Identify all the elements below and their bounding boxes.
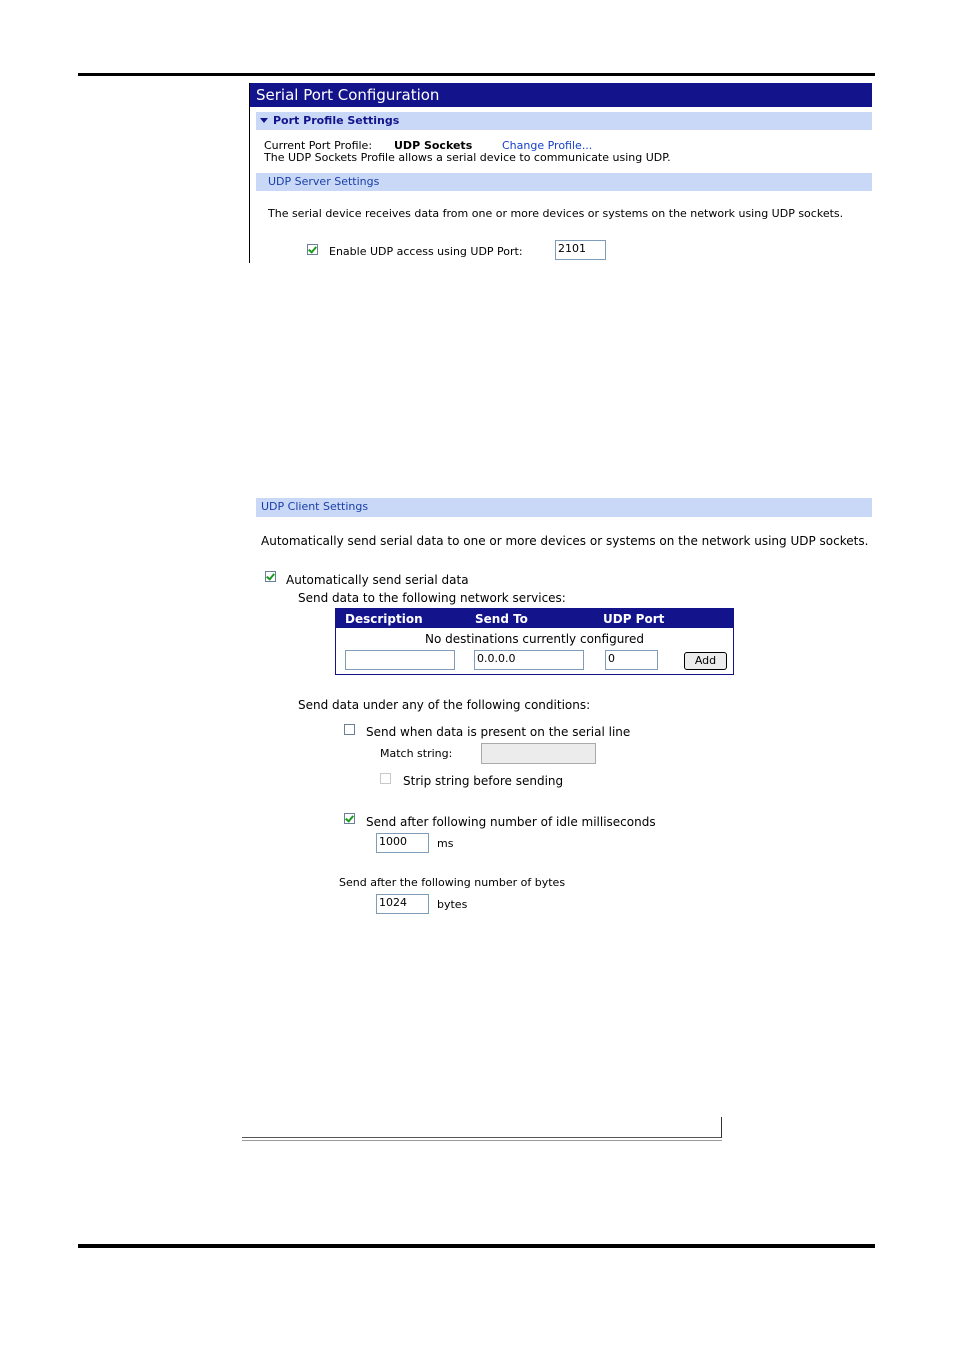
destinations-table: [335, 608, 734, 675]
idle-ms-checkbox[interactable]: [344, 813, 355, 824]
new-send-to-input[interactable]: 0.0.0.0: [474, 650, 584, 670]
footer-tick: [721, 1117, 722, 1138]
bottom-rule: [78, 1244, 875, 1248]
enable-udp-access-label: Enable UDP access using UDP Port:: [329, 245, 523, 258]
serial-line-checkbox[interactable]: [344, 724, 355, 735]
strip-string-label: Strip string before sending: [403, 774, 564, 788]
match-string-label: Match string:: [380, 747, 453, 760]
match-string-input[interactable]: [481, 743, 596, 764]
top-rule: [78, 73, 875, 76]
auto-send-checkbox[interactable]: [265, 571, 276, 582]
udp-server-port-input[interactable]: 2101: [555, 240, 606, 260]
auto-send-label: Automatically send serial data: [286, 573, 469, 587]
send-to-label: Send data to the following network services:: [298, 591, 566, 605]
bytes-input[interactable]: 1024: [376, 894, 429, 914]
conditions-label: Send data under any of the following conditions:: [298, 698, 591, 712]
window-title: Serial Port Configuration: [250, 83, 872, 107]
triangle-down-icon: [260, 118, 268, 123]
column-header-send-to: Send To: [475, 612, 528, 626]
screenshot-left-border: [249, 83, 250, 263]
udp-server-section-header: UDP Server Settings: [256, 173, 872, 191]
idle-ms-input[interactable]: 1000: [376, 833, 429, 853]
idle-ms-label: Send after following number of idle milliseconds: [366, 815, 656, 829]
udp-client-description: Automatically send serial data to one or more devices or systems on the network using UDP sockets.: [261, 534, 869, 548]
footer-line-2: [242, 1140, 722, 1141]
udp-server-description: The serial device receives data from one or more devices or systems on the network using UDP sockets.: [268, 207, 844, 220]
bytes-label: Send after the following number of bytes: [339, 876, 566, 889]
new-udp-port-input[interactable]: 0: [605, 650, 658, 670]
enable-udp-access-checkbox[interactable]: [307, 244, 318, 255]
udp-client-section-header: UDP Client Settings: [256, 498, 872, 517]
port-profile-section-label: Port Profile Settings: [273, 114, 400, 127]
current-profile-value: UDP Sockets: [394, 139, 473, 152]
add-destination-button[interactable]: Add: [684, 652, 727, 670]
port-profile-section-header[interactable]: [256, 112, 872, 130]
column-header-description: Description: [345, 612, 423, 626]
destinations-table-header: [336, 609, 733, 628]
current-profile-label: Current Port Profile:: [264, 139, 373, 152]
profile-description: The UDP Sockets Profile allows a serial device to communicate using UDP.: [264, 151, 671, 164]
bytes-unit: bytes: [437, 898, 468, 911]
empty-table-message: No destinations currently configured: [425, 632, 644, 646]
change-profile-link[interactable]: Change Profile...: [502, 139, 593, 152]
column-header-udp-port: UDP Port: [603, 612, 665, 626]
new-description-input[interactable]: [345, 650, 455, 670]
footer-line: [242, 1137, 722, 1138]
idle-ms-unit: ms: [437, 837, 454, 850]
strip-string-checkbox[interactable]: [380, 773, 391, 784]
serial-line-label: Send when data is present on the serial line: [366, 725, 631, 739]
